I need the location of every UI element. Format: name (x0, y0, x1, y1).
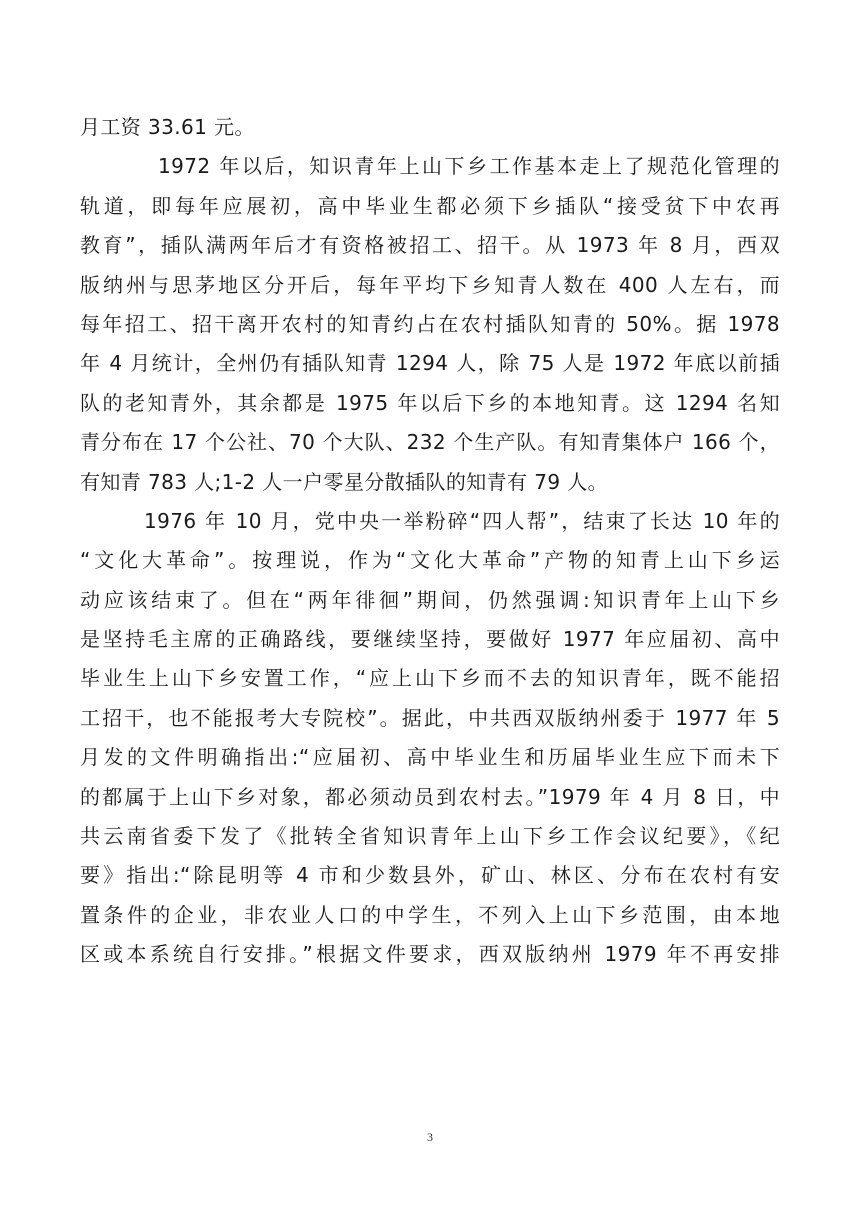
text-line: 有知青 783 人;1-2 人一户零星分散插队的知青有 79 人。 (80, 469, 609, 494)
text-line: 教育”，插队满两年后才有资格被招工、招干。从 1973 年 8 月，西双 (80, 233, 780, 258)
text-line: 置条件的企业，非农业人口的中学生，不列入上山下乡范围，由本地 (80, 902, 780, 927)
text-line: 1976 年 10 月，党中央一举粉碎“四人帮”，结束了长达 10 年的 (144, 508, 780, 533)
text-line: 动应该结束了。但在“两年徘徊”期间，仍然强调:知识青年上山下乡 (80, 587, 780, 612)
text-line: 月发的文件明确指出:“应届初、高中毕业生和历届毕业生应下而未下 (80, 745, 780, 770)
text-line: 队的老知青外，其余都是 1975 年以后下乡的本地知青。这 1294 名知 (80, 390, 780, 415)
text-line: 是坚持毛主席的正确路线，要继续坚持，要做好 1977 年应届初、高中 (80, 627, 780, 652)
text-line: 版纳州与思茅地区分开后，每年平均下乡知青人数在 400 人左右，而 (80, 272, 780, 297)
text-line: 1972 年以后，知识青年上山下乡工作基本走上了规范化管理的 (158, 154, 780, 179)
text-line: 月工资 33.61 元。 (80, 115, 255, 139)
text-line: 共云南省委下发了《批转全省知识青年上山下乡工作会议纪要》，《纪 (80, 824, 780, 849)
text-line: 轨道，即每年应展初，高中毕业生都必须下乡插队“接受贫下中农再 (80, 193, 780, 218)
text-line: 工招干，也不能报考大专院校”。据此，中共西双版纳州委于 1977 年 5 (80, 705, 780, 730)
text-line: 毕业生上山下乡安置工作，“应上山下乡而不去的知识青年，既不能招 (80, 666, 780, 691)
text-line: 区或本系统自行安排。”根据文件要求，西双版纳州 1979 年不再安排 (80, 942, 780, 967)
text-line: “文化大革命”。按理说，作为“文化大革命”产物的知青上山下乡运 (80, 548, 780, 573)
page-number: 3 (427, 1130, 433, 1144)
text-line: 年 4 月统计，全州仍有插队知青 1294 人，除 75 人是 1972 年底以前插 (80, 351, 780, 376)
body-text (80, 108, 780, 975)
text-line: 青分布在 17 个公社、70 个大队、232 个生产队。有知青集体户 166 个， (80, 430, 780, 455)
text-line: 每年招工、招干离开农村的知青约占在农村插队知青的 50%。据 1978 (80, 311, 780, 336)
text-line: 要》指出:“除昆明等 4 市和少数县外，矿山、林区、分布在农村有安 (80, 863, 780, 888)
text-line: 的都属于上山下乡对象，都必须动员到农村去。”1979 年 4 月 8 日，中 (80, 784, 780, 809)
